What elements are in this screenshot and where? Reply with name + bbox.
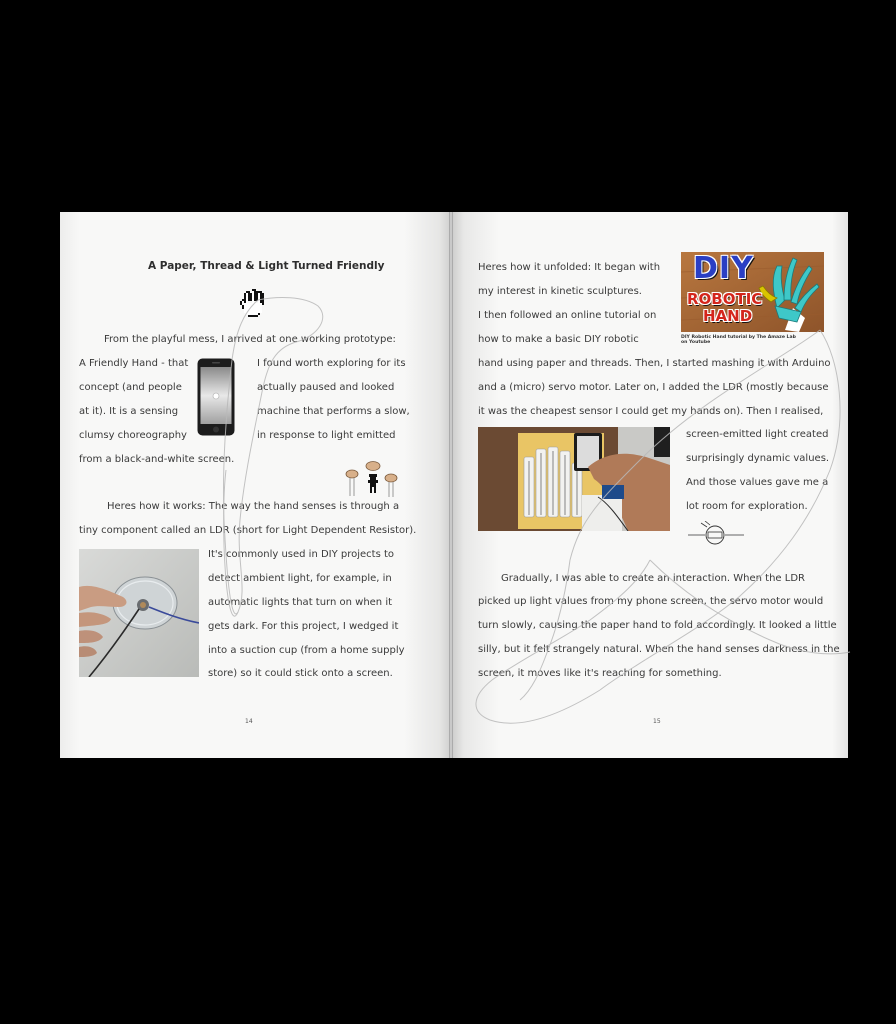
text-line: silly, but it felt strangely natural. When the hand senses darkness in the: [478, 644, 840, 655]
page-number: 14: [245, 718, 253, 725]
thumbnail-subtitle: ROBOTIC: [687, 290, 763, 308]
text-line: concept (and people: [79, 382, 182, 393]
text-line: actually paused and looked: [257, 382, 395, 393]
page-number: 15: [653, 718, 661, 725]
ldr-suction-cup-photo: [79, 549, 199, 677]
text-line: I then followed an online tutorial on: [478, 310, 657, 321]
text-line: Gradually, I was able to create an interaction. When the LDR: [501, 573, 805, 584]
smartphone-icon: [197, 358, 235, 436]
text-line: gets dark. For this project, I wedged it: [208, 621, 399, 632]
text-line: from a black-and-white screen.: [79, 454, 235, 465]
thumbnail-title: DIY: [693, 252, 754, 286]
text-line: and a (micro) servo motor. Later on, I added the LDR (mostly because: [478, 382, 829, 393]
caption-line: on Youtube: [681, 340, 711, 346]
text-line: in response to light emitted: [257, 430, 396, 441]
pixel-hand-icon: [236, 287, 268, 319]
thumbnail-subtitle: HAND: [703, 307, 753, 325]
text-line: it was the cheapest sensor I could get my hands on). Then I realised,: [478, 406, 824, 417]
prototype-photo: [478, 427, 670, 531]
text-line: my interest in kinetic sculptures.: [478, 286, 642, 297]
text-line: Heres how it unfolded: It began with: [478, 262, 661, 273]
text-line: Heres how it works: The way the hand senses is through a: [107, 501, 400, 512]
text-line: turn slowly, causing the paper hand to fold accordingly. It looked a little: [478, 620, 837, 631]
text-line: surprisingly dynamic values.: [686, 453, 830, 464]
text-line: hand using paper and threads. Then, I started mashing it with Arduino: [478, 358, 831, 369]
ldr-schematic-icon: [688, 521, 744, 545]
text-line: It's commonly used in DIY projects to: [208, 549, 395, 560]
book-gutter: [449, 212, 453, 758]
text-line: A Friendly Hand - that: [79, 358, 189, 369]
text-line: at it). It is a sensing: [79, 406, 179, 417]
text-line: lot room for exploration.: [686, 501, 808, 512]
tutorial-thumbnail: [681, 252, 824, 332]
page-title: A Paper, Thread & Light Turned Friendly: [148, 260, 385, 272]
text-line: into a suction cup (from a home supply: [208, 645, 405, 656]
caption-line: DIY Robotic Hand tutorial by The Amaze Lab: [681, 335, 796, 340]
text-line: screen-emitted light created: [686, 429, 829, 440]
text-line: tiny component called an LDR (short for Light Dependent Resistor).: [79, 525, 417, 536]
text-line: machine that performs a slow,: [257, 406, 410, 417]
text-line: I found worth exploring for its: [257, 358, 406, 369]
thumbnail-caption: [681, 335, 796, 345]
text-line: picked up light values from my phone screen, the servo motor would: [478, 596, 824, 607]
text-line: From the playful mess, I arrived at one working prototype:: [104, 334, 396, 345]
ldr-components-icon: [343, 458, 399, 498]
text-line: clumsy choreography: [79, 430, 187, 441]
text-line: detect ambient light, for example, in: [208, 573, 392, 584]
text-line: screen, it moves like it's reaching for something.: [478, 668, 722, 679]
text-line: automatic lights that turn on when it: [208, 597, 393, 608]
text-line: how to make a basic DIY robotic: [478, 334, 639, 345]
text-line: And those values gave me a: [686, 477, 829, 488]
text-line: store) so it could stick onto a screen.: [208, 668, 393, 679]
